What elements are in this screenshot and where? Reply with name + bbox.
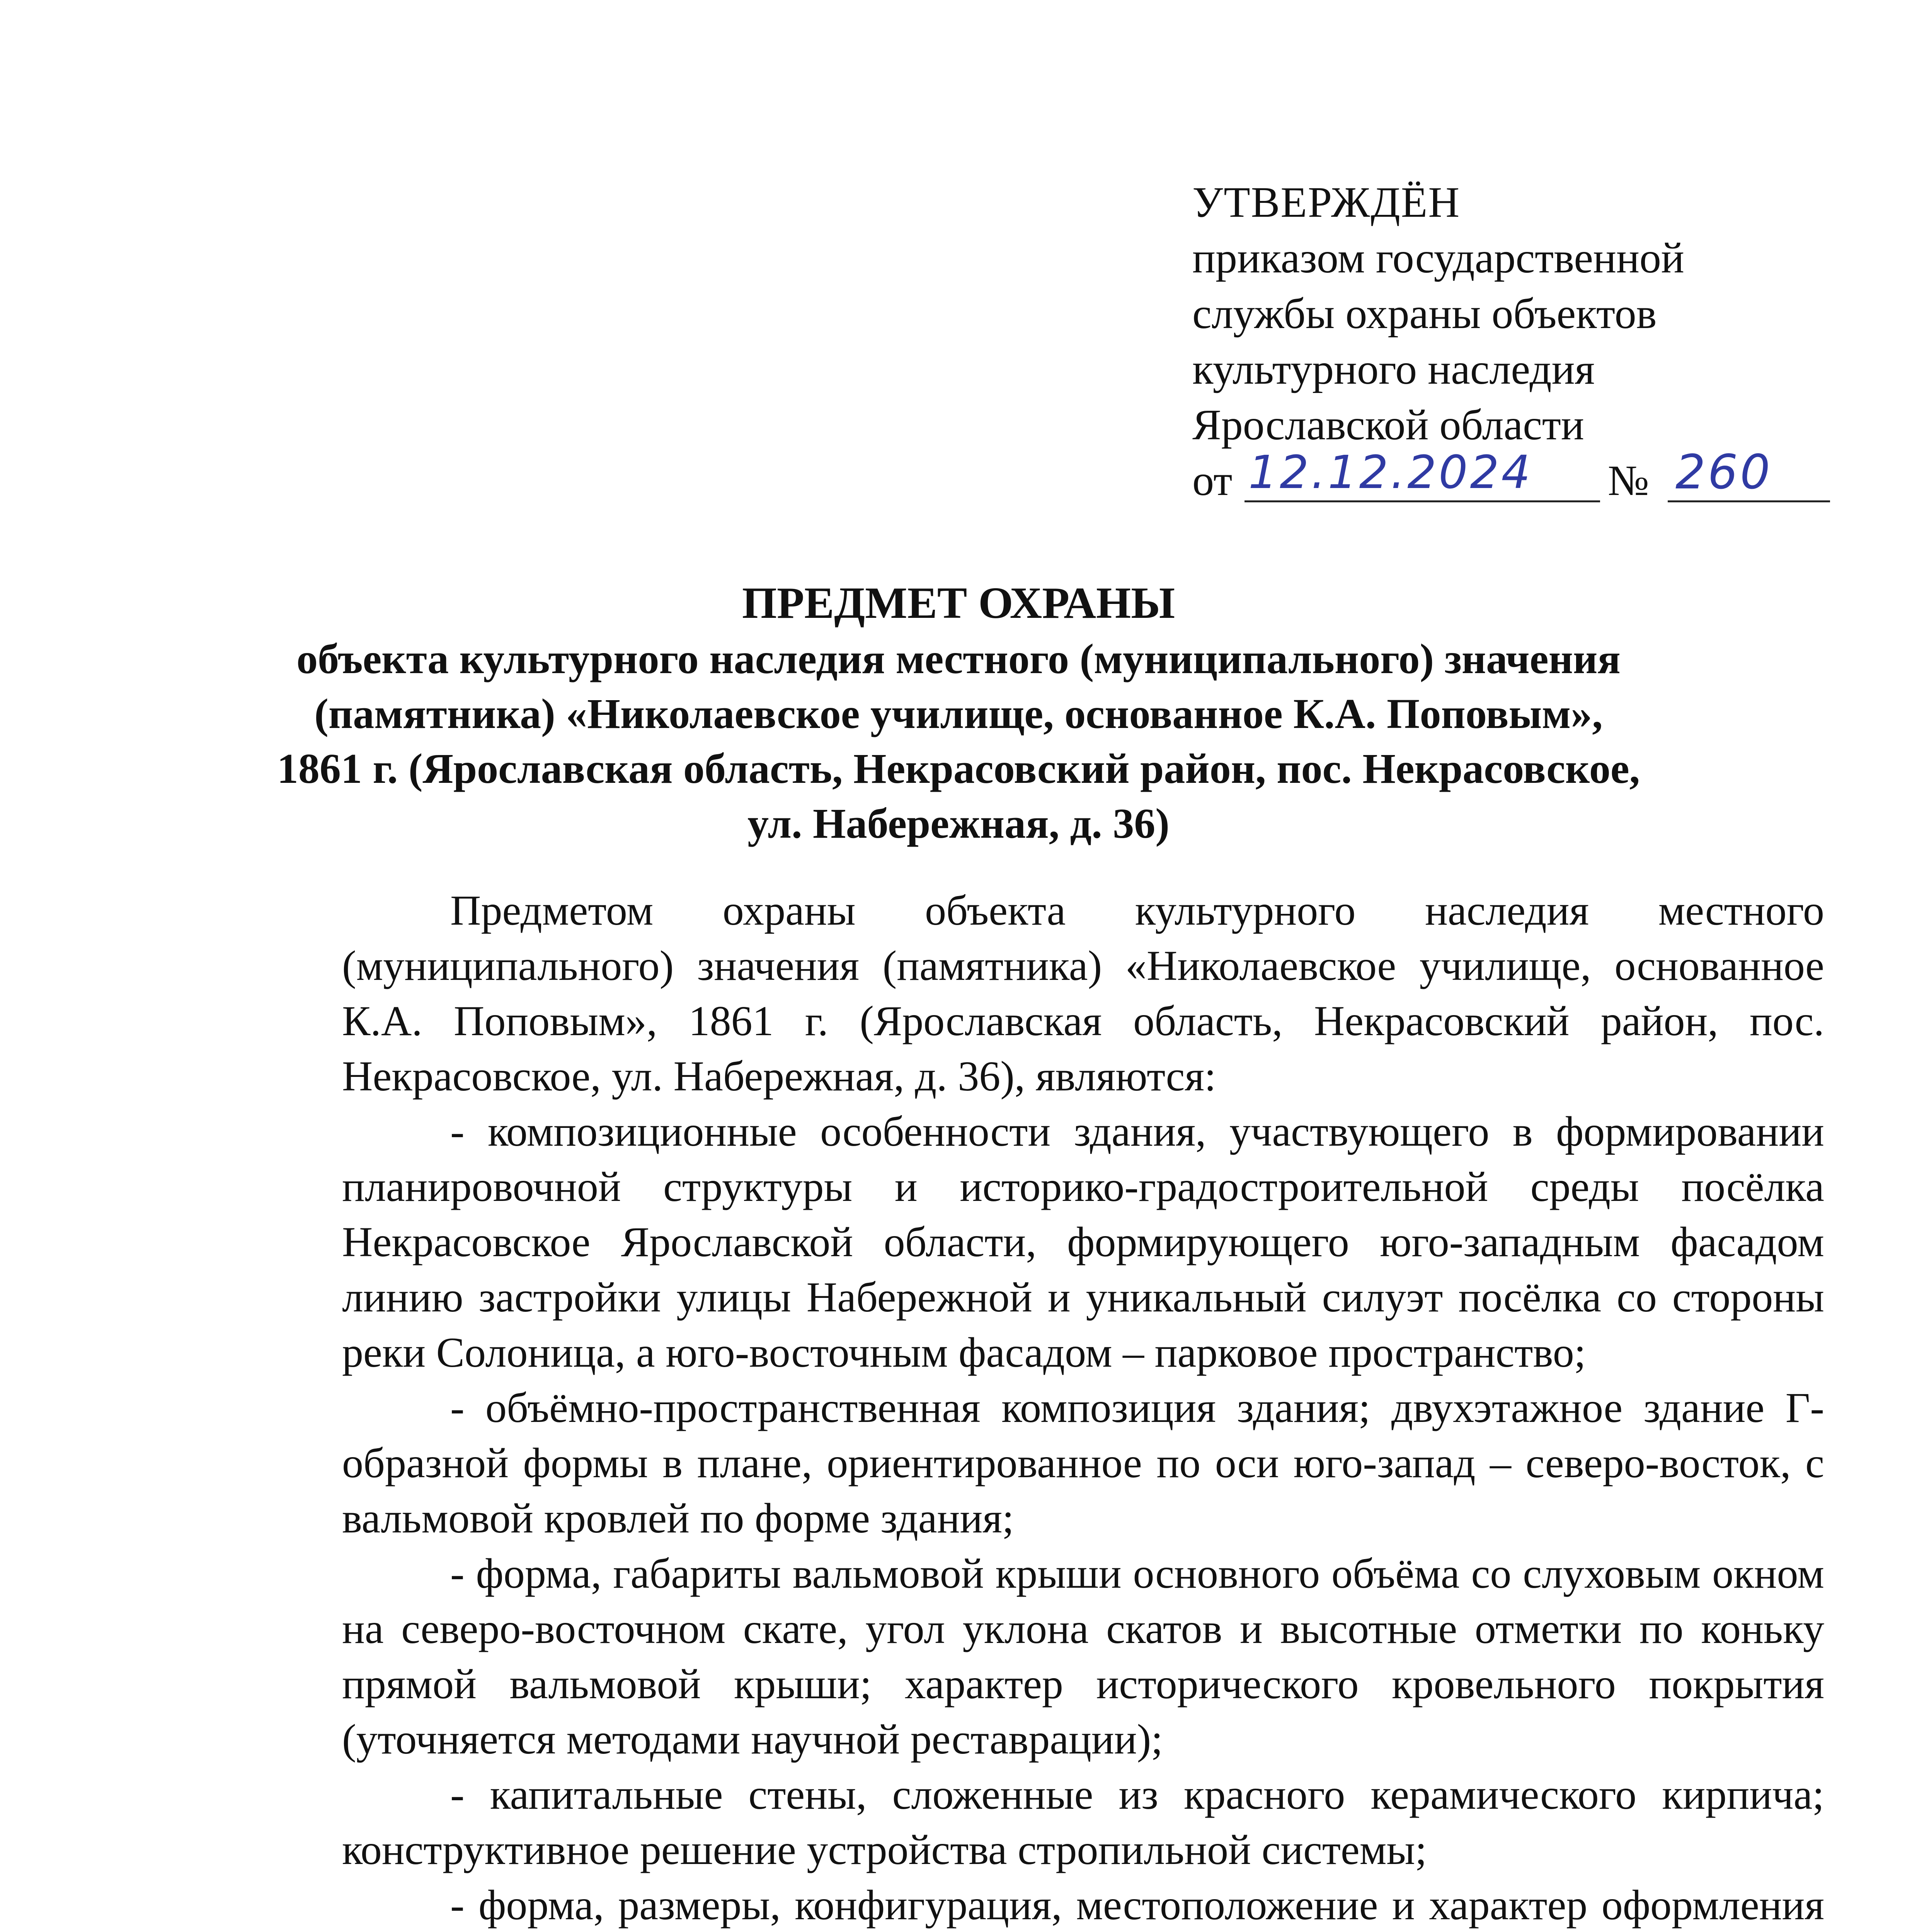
title-line: объекта культурного наследия местного (муниципального) значения	[296, 635, 1621, 682]
list-item: - композиционные особенности здания, участвующего в формировании планировочной структуры и историко-градостроительной среды посёлка Некрасовское Ярославской области, формирующего юго-западным фасадом линию застройки улицы Набережной и уникальный силуэт посёлка со стороны реки Солоница, а юго-восточным фасадом – парковое пространство;	[342, 1108, 1824, 1376]
document-title	[147, 576, 1770, 851]
approval-heading: УТВЕРЖДЁН	[1192, 179, 1461, 226]
list-item: - форма, габариты вальмовой крыши основного объёма со слуховым окном на северо-восточном скате, угол уклона скатов и высотные отметки по коньку прямой вальмовой крыши; характер исторического кровельного покрытия (уточняется методами научной реставрации);	[342, 1550, 1824, 1763]
title-main: ПРЕДМЕТ ОХРАНЫ	[742, 578, 1175, 628]
date-prefix: от	[1192, 457, 1233, 505]
approval-line: Ярославской области	[1192, 401, 1584, 449]
list-item: - капитальные стены, сложенные из красного керамического кирпича; конструктивное решение устройства стропильной системы;	[342, 1771, 1824, 1873]
approval-block	[1192, 175, 1830, 511]
handwritten-order-number: 260	[1668, 444, 1830, 502]
approval-line: культурного наследия	[1192, 345, 1595, 393]
approval-line: службы охраны объектов	[1192, 290, 1657, 338]
intro-paragraph: Предметом охраны объекта культурного наследия местного (муниципального) значения (памятника) «Николаевское училище, основанное К.А. Поповым», 1861 г. (Ярославская область, Некрасовский район, пос. Некрасовское, ул. Набережная, д. 36), являются:	[342, 887, 1824, 1100]
number-prefix: №	[1608, 457, 1649, 505]
order-date-number-row	[1192, 445, 1830, 511]
list-item: - объёмно-пространственная композиция здания; двухэтажное здание Г-образной формы в плане, ориентированное по оси юго-запад – северо-восток, с вальмовой кровлей по форме здания;	[342, 1384, 1824, 1542]
handwritten-date: 12.12.2024	[1245, 444, 1600, 502]
body-text	[342, 883, 1824, 1932]
title-line: 1861 г. (Ярославская область, Некрасовский район, пос. Некрасовское,	[277, 745, 1640, 792]
title-line: ул. Набережная, д. 36)	[747, 800, 1170, 847]
approval-line: приказом государственной	[1192, 234, 1684, 282]
title-line: (памятника) «Николаевское училище, основанное К.А. Поповым»,	[314, 690, 1603, 737]
list-item: - форма, размеры, конфигурация, местоположение и характер оформления	[450, 1881, 1824, 1929]
